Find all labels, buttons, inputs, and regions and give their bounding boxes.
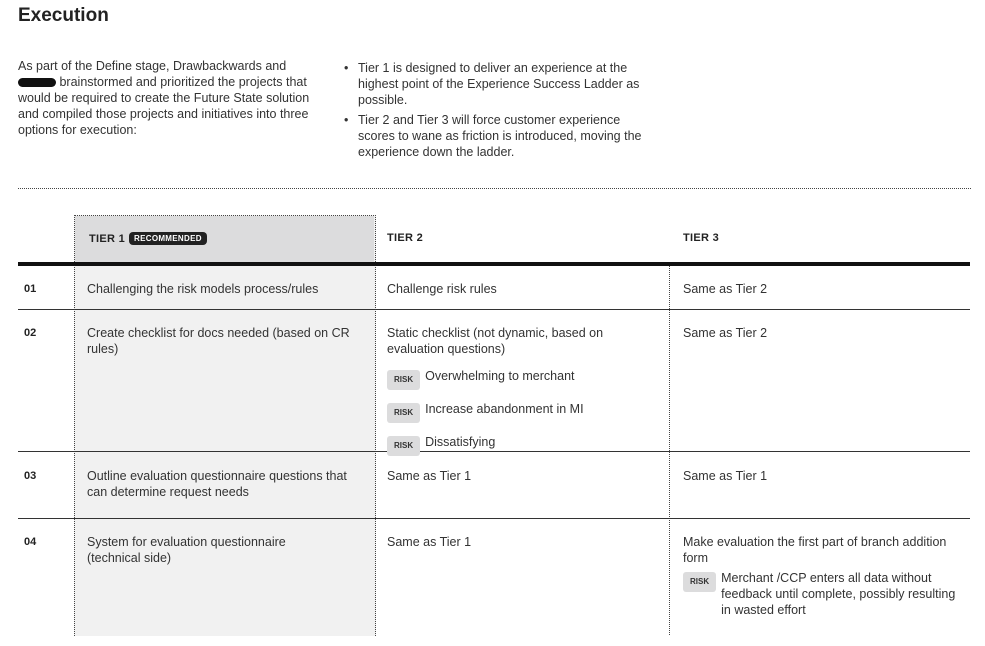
tier2-cell: Challenge risk rules [387, 282, 497, 296]
tier2-cell: Same as Tier 1 [387, 469, 472, 483]
tier1-cell: Outline evaluation questionnaire questions that can determine request needs [87, 469, 347, 499]
row-number: 02 [24, 327, 37, 339]
row-number: 03 [24, 470, 37, 482]
column-divider [669, 263, 670, 635]
row-number: 04 [24, 536, 37, 548]
tier3-header: TIER 3 [683, 232, 720, 244]
row-divider [18, 309, 970, 310]
row-divider [18, 518, 970, 519]
intro-after: brainstormed and prioritized the projects that would be required to create the Future State solution and compiled those projects and initiatives into three options for execution: [18, 75, 310, 137]
tier2-cell: Same as Tier 1 [387, 535, 472, 549]
recommended-badge: RECOMMENDED [129, 232, 207, 245]
redaction-mark [18, 78, 56, 87]
tier3-cell: Same as Tier 2 [683, 282, 768, 296]
tier2-cell: Static checklist (not dynamic, based on evaluation questions) RISK Overwhelming to merchant RISK Increase abandonment in MI RISK Dissatisfying [387, 325, 647, 456]
risk-item: RISK Dissatisfying [387, 434, 647, 456]
risk-badge: RISK [387, 436, 420, 456]
header-rule [18, 262, 970, 266]
risk-badge: RISK [387, 403, 420, 423]
tier1-cell: Challenging the risk models process/rules [87, 282, 319, 296]
risk-item: RISK Overwhelming to merchant [387, 368, 647, 390]
tier1-cell: System for evaluation questionnaire (technical side) [87, 535, 286, 565]
risk-item: RISK Merchant /CCP enters all data without feedback until complete, possibly resulting in wasted effort [683, 570, 963, 618]
intro-text [18, 58, 318, 138]
tier-bullets [342, 60, 652, 164]
intro-before: As part of the Define stage, Drawbackwards and [18, 59, 287, 73]
tier3-cell: Same as Tier 2 [683, 326, 768, 340]
bullet: • Tier 2 and Tier 3 will force customer experience scores to wane as friction is introduced, moving the experience down the ladder. [342, 112, 652, 160]
tier1-cell: Create checklist for docs needed (based on CR rules) [87, 326, 350, 356]
tier1-column-bg [74, 215, 376, 636]
divider [18, 188, 971, 189]
risk-badge: RISK [387, 370, 420, 390]
tier1-header: TIER 1 RECOMMENDED [89, 232, 207, 245]
bullet: • Tier 1 is designed to deliver an experience at the highest point of the Experience Success Ladder as possible. [342, 60, 652, 108]
row-number: 01 [24, 283, 37, 295]
tier3-cell: Same as Tier 1 [683, 469, 768, 483]
tier3-cell: Make evaluation the first part of branch addition form RISK Merchant /CCP enters all data without feedback until complete, possibly resulting in wasted effort [683, 534, 963, 618]
page-title: Execution [18, 5, 109, 26]
risk-item: RISK Increase abandonment in MI [387, 401, 647, 423]
risk-badge: RISK [683, 572, 716, 592]
tier2-header: TIER 2 [387, 232, 424, 244]
